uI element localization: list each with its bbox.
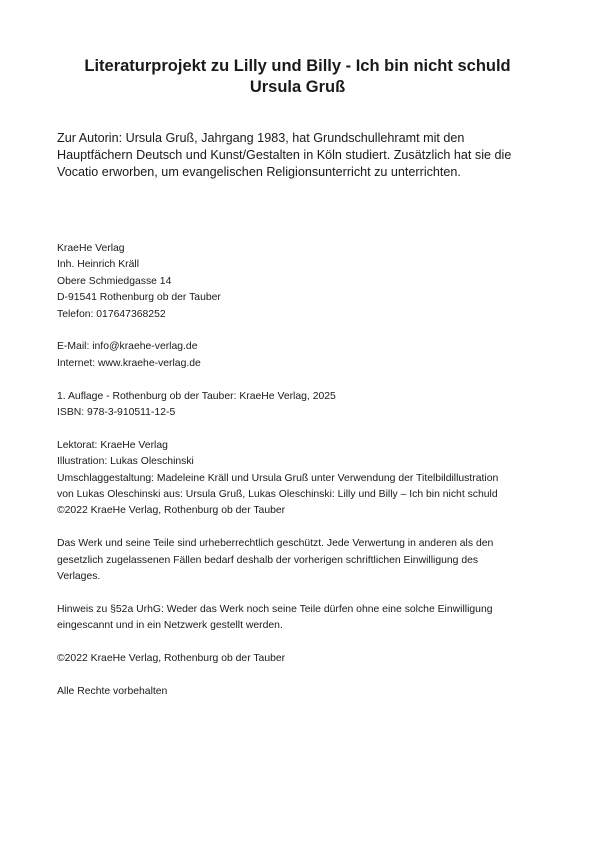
author-bio [57,130,547,181]
isbn: ISBN: 978-3-910511-12-5 [57,407,176,419]
credit-cover: von Lukas Oleschinski aus: Ursula Gruß, Lukas Oleschinski: Lilly und Billy – Ich bin nicht schuld [57,489,498,501]
author-bio-line: Hauptfächern Deutsch und Kunst/Gestalten in Köln studiert. Zusätzlich hat sie die [57,148,512,162]
edition-info: 1. Auflage - Rothenburg ob der Tauber: KraeHe Verlag, 2025 [57,390,336,402]
copyright-notice-line: Das Werk und seine Teile sind urheberrechtlich geschützt. Jede Verwertung in anderen als den [57,538,494,550]
author-bio-line: Vocatio erworben, um evangelischen Religionsunterricht zu unterrichten. [57,165,461,179]
credit-illustration: Illustration: Lukas Oleschinski [57,456,194,468]
credit-cover: Umschlaggestaltung: Madeleine Kräll und Ursula Gruß unter Verwendung der Titelbildillustration [57,472,499,484]
imprint [57,241,547,700]
author-bio-line: Zur Autorin: Ursula Gruß, Jahrgang 1983, hat Grundschullehramt mit den [57,131,465,145]
title-line-2: Ursula Gruß [249,78,346,96]
notice-52a-line: eingescannt und in ein Netzwerk gestellt werden. [57,620,283,632]
final-copyright: ©2022 KraeHe Verlag, Rothenburg ob der Tauber [57,653,286,665]
credits-block [57,438,547,520]
copyright-notice [57,536,547,585]
publisher-address [57,241,547,323]
publisher-phone: Telefon: 017647368252 [57,308,166,320]
credit-copyright: ©2022 KraeHe Verlag, Rothenburg ob der Tauber [57,505,286,517]
notice-52a-line: Hinweis zu §52a UrhG: Weder das Werk noch seine Teile dürfen ohne eine solche Einwilligung [57,603,493,615]
contact-block [57,339,547,372]
notice-52a [57,602,547,635]
rights-reserved: Alle Rechte vorbehalten [57,685,168,697]
publisher-city: D-91541 Rothenburg ob der Tauber [57,292,221,304]
copyright-notice-line: gesetzlich zugelassenen Fällen bedarf deshalb der vorherigen schriftlichen Einwilligung des [57,554,479,566]
publisher-street: Obere Schmiedgasse 14 [57,275,172,287]
publisher-owner: Inh. Heinrich Kräll [57,259,140,271]
title-line-1: Literaturprojekt zu Lilly und Billy - Ich bin nicht schuld [84,57,511,75]
page-title [0,56,595,98]
copyright-notice-line: Verlages. [57,571,101,583]
edition-block [57,389,547,422]
contact-email: E-Mail: info@kraehe-verlag.de [57,341,198,353]
credit-editing: Lektorat: KraeHe Verlag [57,439,168,451]
publisher-name: KraeHe Verlag [57,243,125,254]
contact-internet: Internet: www.kraehe-verlag.de [57,357,201,369]
